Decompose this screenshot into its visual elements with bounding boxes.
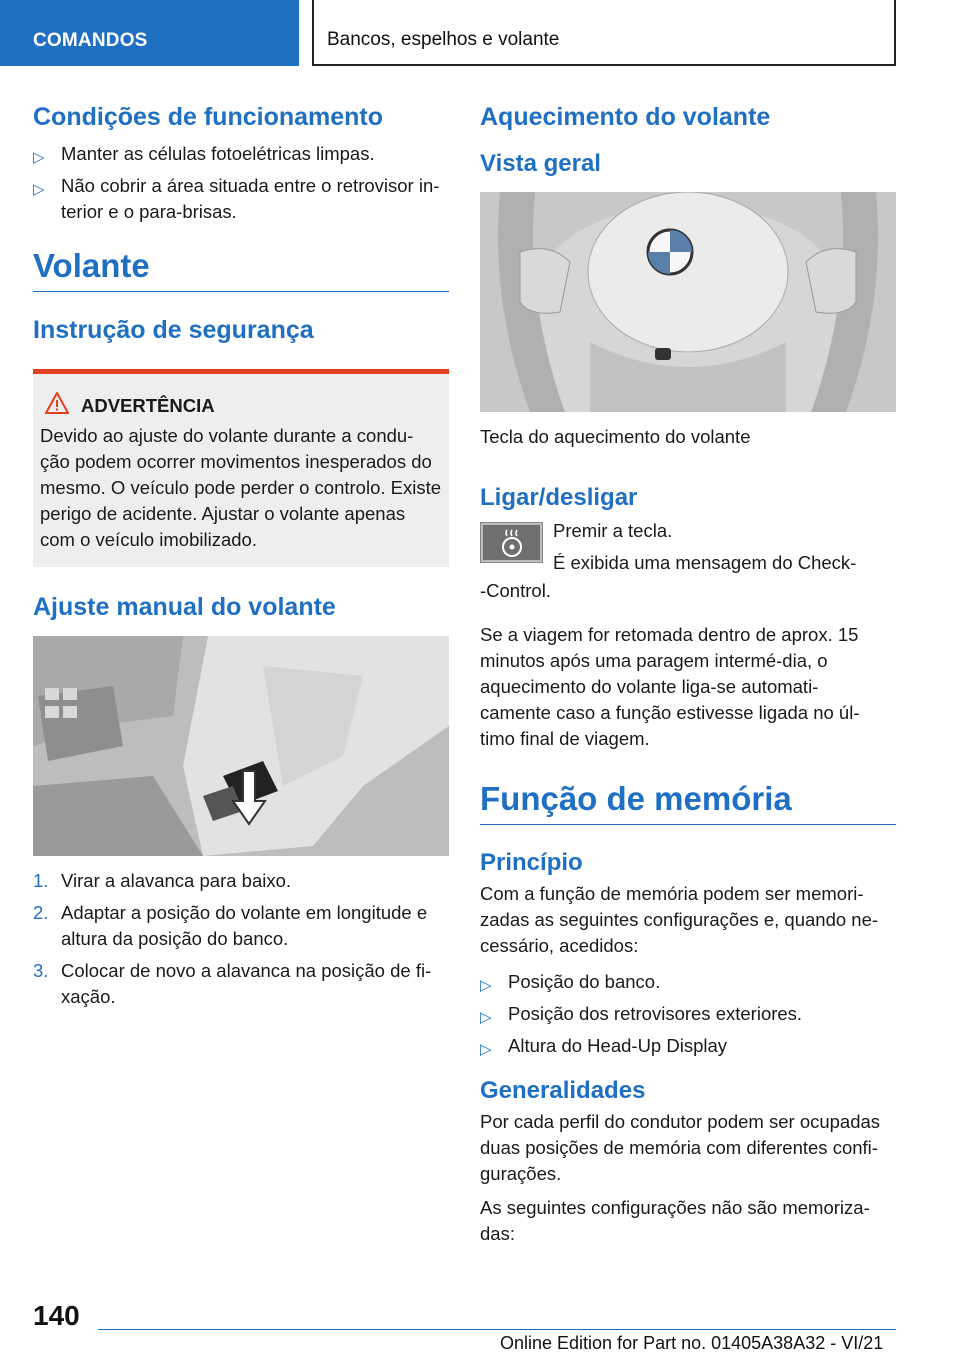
chapter-title: Bancos, espelhos e volante — [327, 29, 560, 50]
warning-box — [33, 369, 449, 567]
triangle-bullet-icon: ▷ — [33, 149, 45, 166]
general-heading: Generalidades — [480, 1077, 646, 1104]
general-text: Por cada perfil do condutor podem ser ocupadas duas posições de memória com diferentes confi‐gurações. — [480, 1111, 881, 1184]
press-key-text: Premir a tecla. — [553, 520, 673, 541]
safety-heading: Instrução de segurança — [33, 316, 314, 344]
footer-divider — [98, 1329, 896, 1330]
wheel-caption: Tecla do aquecimento do volante — [480, 426, 751, 447]
manual-adjust-heading: Ajuste manual do volante — [33, 593, 336, 621]
conditions-heading: Condições de funcionamento — [33, 103, 384, 131]
triangle-bullet-icon: ▷ — [33, 181, 45, 198]
section-tab — [0, 0, 299, 66]
section-title: COMANDOS — [33, 30, 148, 51]
triangle-bullet-icon: ▷ — [480, 977, 492, 994]
warning-text: Devido ao ajuste do volante durante a condu‐ção podem ocorrer movimentos inesperados do mesmo. O veículo pode perder o controlo. Existe perigo de acidente. Ajustar o volante apenas com o veículo imobilizado. — [40, 425, 442, 550]
list-item: 1. Virar a alavanca para baixo. — [33, 870, 292, 891]
message-text-2: -Control. — [480, 580, 551, 601]
list-item: ▷ Posição dos retrovisores exteriores. — [480, 1001, 896, 1027]
left-column — [33, 103, 449, 1016]
memory-list — [480, 969, 896, 1059]
heating-heading: Aquecimento do volante — [480, 103, 771, 131]
overview-heading: Vista geral — [480, 150, 601, 177]
warning-triangle-icon — [45, 392, 71, 419]
list-item: ▷ Manter as células fotoelétricas limpas. — [33, 141, 449, 167]
steering-heat-button-icon — [480, 522, 543, 563]
resume-text: Se a viagem for retomada dentro de aprox. 15 minutos após uma paragem intermé‐dia, o aquecimento do volante liga-se automati‐camente caso a função estivesse ligada no úl‐timo final de viagem. — [480, 624, 860, 749]
not-saved-text: As seguintes configurações não são memoriza‐das: — [480, 1197, 870, 1244]
edition-text: Online Edition for Part no. 01405A38A32 - VI/21 — [500, 1333, 884, 1353]
list-item: 3. Colocar de novo a alavanca na posição de fi‐xação. — [33, 960, 432, 1007]
memory-heading: Função de memória — [480, 780, 896, 825]
onoff-heading: Ligar/desligar — [480, 484, 638, 511]
steering-wheel-illustration — [480, 192, 896, 412]
warning-title: ADVERTÊNCIA — [81, 394, 215, 416]
principle-heading: Princípio — [480, 849, 583, 876]
onoff-block — [480, 518, 896, 582]
triangle-bullet-icon: ▷ — [480, 1009, 492, 1026]
principle-text: Com a função de memória podem ser memori‐zadas as seguintes configurações e, quando ne‐cessário, acedidos: — [480, 883, 879, 956]
list-item: ▷ Não cobrir a área situada entre o retrovisor in‐terior e o para-brisas. — [33, 175, 440, 222]
message-text-1: É exibida uma mensagem do Check- — [553, 552, 857, 573]
page-number: 140 — [33, 1300, 80, 1331]
conditions-list — [33, 141, 449, 225]
list-item: 2. Adaptar a posição do volante em longitude e altura da posição do banco. — [33, 902, 428, 949]
chapter-box — [312, 0, 896, 66]
right-column — [480, 103, 896, 1247]
list-item: ▷ Posição do banco. — [480, 969, 896, 995]
steps-list — [33, 868, 449, 1010]
steering-column-illustration — [33, 636, 449, 856]
warning-title-row — [40, 392, 442, 419]
list-item: ▷ Altura do Head-Up Display — [480, 1033, 896, 1059]
volante-heading: Volante — [33, 247, 449, 292]
triangle-bullet-icon: ▷ — [480, 1041, 492, 1058]
